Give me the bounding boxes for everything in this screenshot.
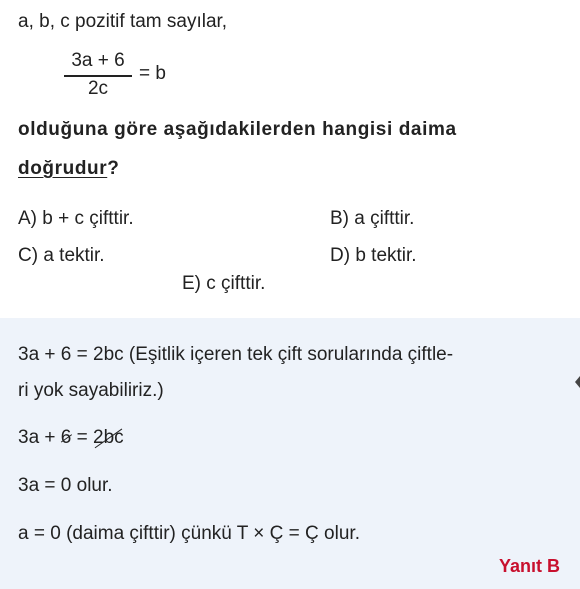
solution-line1: 3a + 6 = 2bc (Eşitlik içeren tek çift sorularında çiftle- (18, 344, 454, 365)
option-c: C) a tektir. (18, 245, 105, 266)
question-intro: a, b, c pozitif tam sayılar, (18, 11, 228, 32)
option-e: E) c çifttir. (182, 273, 266, 294)
answer-label: Yanıt B (498, 556, 560, 576)
fraction-numerator: 3a + 6 (71, 50, 125, 71)
question-prompt-line1: olduğuna göre aşağıdakilerden hangisi daima (18, 119, 457, 140)
solution-line3-part2: = (71, 427, 94, 448)
fraction-denominator: 2c (87, 78, 109, 99)
question-mark: ? (107, 158, 120, 179)
option-b: B) a çifttir. (330, 208, 415, 229)
question-prompt-line2 (18, 157, 119, 181)
option-a: A) b + c çifttir. (18, 208, 134, 229)
fraction-expression (62, 50, 134, 102)
solution-line5: a = 0 (daima çifttir) çünkü T × Ç = Ç olur. (18, 523, 360, 544)
solution-line4: 3a = 0 olur. (18, 475, 113, 496)
solution-line3 (18, 426, 124, 450)
arrow-left-icon (575, 376, 580, 388)
fraction-rhs: = b (139, 63, 166, 84)
option-d: D) b tektir. (330, 245, 417, 266)
solution-box (0, 318, 580, 589)
cancelled-2bc: 2bc (93, 427, 124, 448)
solution-line2: ri yok sayabiliriz.) (18, 380, 164, 401)
underlined-word: doğrudur (18, 158, 108, 179)
solution-line3-part1: 3a + (18, 427, 61, 448)
cancelled-six: 6 (60, 427, 72, 448)
fraction-bar (64, 75, 132, 77)
